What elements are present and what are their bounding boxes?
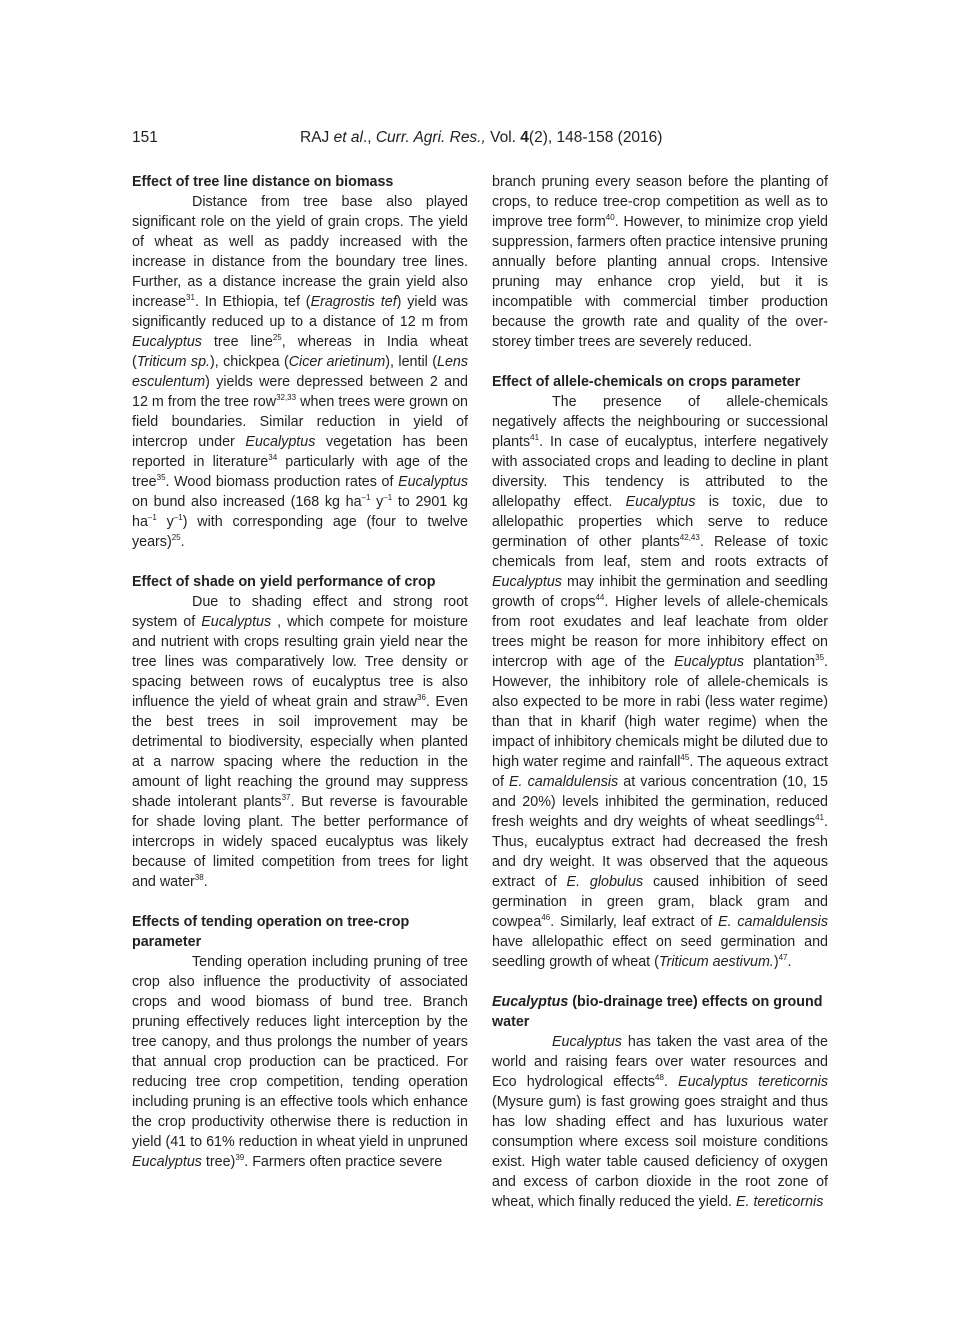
- header-journal: Curr. Agri. Res.,: [375, 129, 486, 146]
- paragraph-shade: Due to shading effect and strong root system of Eucalyptus , which compete for moisture and nutrient with crops resulting grain yield near the tree lines was comparatively low. Tree density or spacing between rows of eucalyptus tree is also influence the yield of wheat grain and straw$^{36}$. Even the best trees in soil improvement may be detrimental to biodiversity, especially when planted at a narrow spacing where the reduction in the amount of light reaching the ground may suppress shade intolerant plants$^{37}$. But reverse is favourable for shade loving plant. The better performance of intercrops in widely spaced eucalyptus was likely because of limited competition from trees for light and water$^{38}$.: [132, 594, 468, 890]
- header-vol-number: 4: [520, 129, 529, 146]
- header-vol-label: Vol.: [490, 129, 516, 146]
- section-heading-tending: Effects of tending operation on tree-crop parameter: [132, 914, 410, 950]
- paragraph-tending: Tending operation including pruning of tree crop also influence the productivity of associated crops and wood biomass of bund tree. Branch pruning effectively reduces light interception by the tree canopy, and thus prolongs the number of years that annual crop production can be practiced. For reducing tree crop competition, tending operation including pruning is an effective tools which enhance the crop productivity otherwise there is reduction in yield (41 to 61% reduction in wheat yield in unpruned Eucalyptus tree)$^{39}$. Farmers often practice severe: [132, 954, 469, 1170]
- section-heading-bio-drainage: Eucalyptus (bio-drainage tree) effects on ground water: [492, 994, 823, 1030]
- left-column: [132, 172, 468, 1172]
- section-heading-shade: Effect of shade on yield performance of crop: [132, 574, 436, 590]
- running-header: RAJ et al., Curr. Agri. Res., Vol. 4(2), 148-158 (2016): [300, 129, 663, 146]
- header-author: RAJ: [300, 129, 330, 146]
- paragraph-tree-line-distance: Distance from tree base also played significant role on the yield of grain crops. The yield of wheat as well as paddy increased with the increase in distance from the boundary tree lines. Further, as a distance increase the grain yield also increase$^{31}$. In Ethiopia, tef (Eragrostis tef) yield was significantly reduced up to a distance of 12 m from Eucalyptus tree line$^{25}$, whereas in India wheat (Triticum sp.), chickpea (Cicer arietinum), lentil (Lens esculentum) yields were depressed between 2 and 12 m from the tree row$^{32,33}$ when trees were grown on field boundaries. Similar reduction in yield of intercrop under Eucalyptus vegetation has been reported in literature$^{34}$ particularly with age of the tree$^{35}$. Wood biomass production rates of Eucalyptus on bund also increased (168 kg $ha^{-1}$ $y^{-1}$ to 2901 kg $ha^{-1}$ $y^{-1}$) with corresponding age (four to twelve years)$^{25}$.: [132, 194, 469, 550]
- paragraph-tending-continued: branch pruning every season before the planting of crops, to reduce tree-crop competition as well as to improve tree form$^{40}$. However, to minimize crop yield suppression, farmers often practice intensive pruning annually before planting annual crops. Intensive pruning may enhance crop yield, but it is incompatible with commercial timber production because the growth rate and quality of the over-storey timber trees are severely reduced.: [492, 174, 829, 350]
- paragraph-allele-chemicals: The presence of allele-chemicals negatively affects the neighbouring or successional plants$^{41}$. In case of eucalyptus, interfere negatively with associated crops and leading to decline in plant diversity. This tendency is attributed to the allelopathy effect. Eucalyptus is toxic, due to allelopathic properties which serve to reduce germination of other plants$^{42,43}$. Release of toxic chemicals from leaf, stem and roots extracts of Eucalyptus may inhibit the germination and seedling growth of crops$^{44}$. Higher levels of allele-chemicals from root exudates and leaf leachate from older trees might be reason for more inhibitory effect on intercrop with age of the Eucalyptus plantation$^{35}$. However, the inhibitory role of allele-chemicals is also expected to be more in rabi (less water regime) than that in kharif (high water regime) when the impact of inhibitory chemicals might be diluted due to high water regime and rainfall$^{45}$. The aqueous extract of E. camaldulensis at various concentration (10, 15 and 20%) levels inhibited the germination, reduced fresh weights and dry weights of wheat seedlings$^{41}$. Thus, eucalyptus extract had decreased the fresh and dry weight. It was observed that the aqueous extract of E. globulus caused inhibition of seed germination in green gram, black gram and cowpea$^{46}$. Similarly, leaf extract of E. camaldulensis have allelopathic effect on seed germination and seedling growth of wheat (Triticum aestivum.)$^{47}$.: [492, 394, 829, 970]
- page-number: 151: [132, 129, 158, 146]
- header-etal: et al: [333, 129, 363, 146]
- right-column: [492, 172, 828, 1212]
- section-heading-allele-chemicals: Effect of allele-chemicals on crops parameter: [492, 374, 801, 390]
- header-issue-pages: (2), 148-158 (2016): [528, 129, 663, 146]
- section-heading-tree-line-distance: Effect of tree line distance on biomass: [132, 174, 394, 190]
- paragraph-bio-drainage: Eucalyptus has taken the vast area of the world and raising fears over water resources and Eco hydrological effects$^{48}$. Eucalyptus tereticornis (Mysure gum) is fast growing goes straight and thus has low shading effect and has luxurious water consumption where excess soil moisture conditions exist. High water table caused deficiency of oxygen and excess of carbon dioxide in the root zone of wheat, which finally reduced the yield. E. tereticornis: [492, 1034, 829, 1210]
